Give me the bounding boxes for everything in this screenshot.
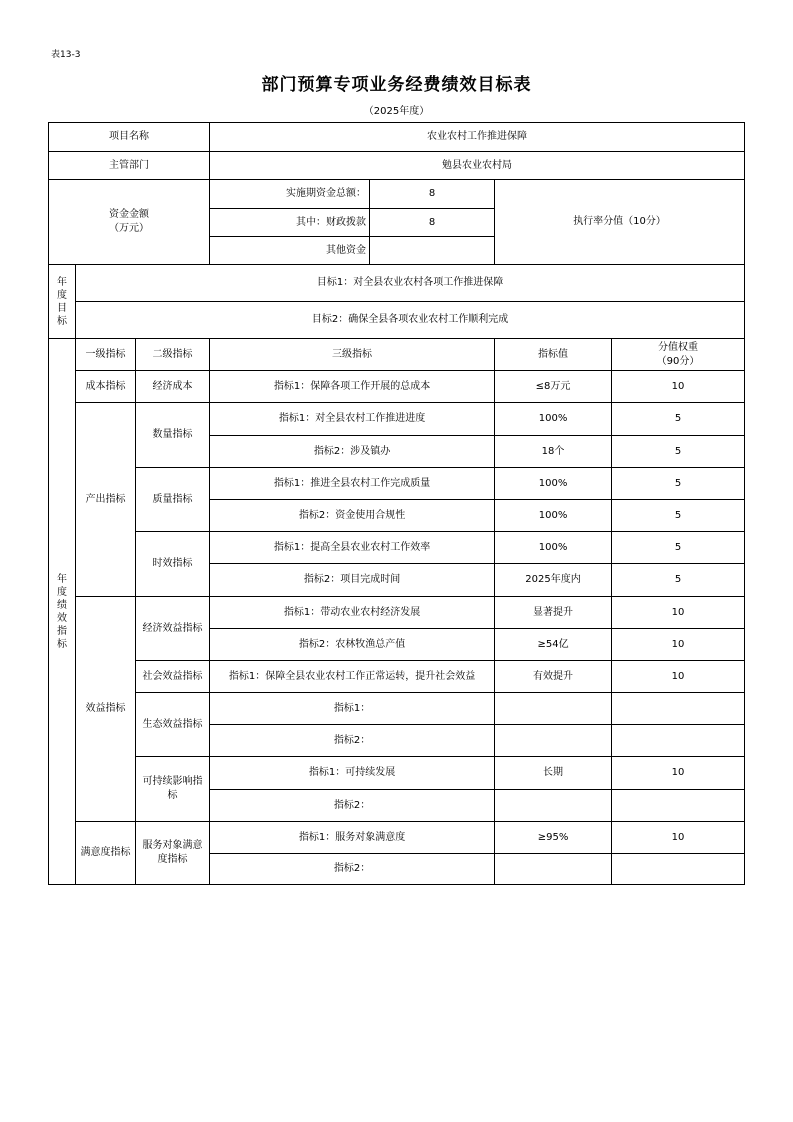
department-label: 主管部门 bbox=[49, 152, 210, 180]
indicator-value: ≥54亿 bbox=[495, 629, 612, 661]
indicator-name: 指标2： bbox=[210, 725, 495, 757]
indicator-score: 5 bbox=[612, 436, 745, 468]
level2-sustainable-impact: 可持续影响指标 bbox=[136, 757, 210, 822]
table-row bbox=[49, 757, 745, 790]
indicator-value: 长期 bbox=[495, 757, 612, 790]
header-level1: 一级指标 bbox=[76, 339, 136, 371]
table-row bbox=[49, 693, 745, 725]
indicator-value: ≥95% bbox=[495, 822, 612, 854]
indicator-value: 100% bbox=[495, 468, 612, 500]
table-row bbox=[49, 532, 745, 564]
level1-satisfaction: 满意度指标 bbox=[76, 822, 136, 885]
indicators-section-label-text: 年度绩效指标 bbox=[57, 573, 67, 650]
indicator-value: 有效提升 bbox=[495, 661, 612, 693]
indicator-score: 10 bbox=[612, 597, 745, 629]
page-title: 部门预算专项业务经费绩效目标表 bbox=[261, 75, 532, 95]
indicator-name: 指标1：推进全县农村工作完成质量 bbox=[210, 468, 495, 500]
indicator-value: ≤8万元 bbox=[495, 371, 612, 403]
level1-benefit: 效益指标 bbox=[76, 597, 136, 822]
table-row bbox=[49, 597, 745, 629]
level1-output: 产出指标 bbox=[76, 403, 136, 597]
table-row bbox=[49, 403, 745, 436]
level2-ecological-benefit: 生态效益指标 bbox=[136, 693, 210, 757]
indicator-score: 5 bbox=[612, 500, 745, 532]
header-level2: 二级指标 bbox=[136, 339, 210, 371]
indicator-score: 10 bbox=[612, 629, 745, 661]
header-value: 指标值 bbox=[495, 339, 612, 371]
funds-label: 资金金额 bbox=[109, 209, 150, 220]
indicator-score bbox=[612, 854, 745, 885]
indicator-name: 指标1：提高全县农业农村工作效率 bbox=[210, 532, 495, 564]
funds-total-row bbox=[49, 180, 745, 209]
indicator-value bbox=[495, 854, 612, 885]
level2-quality: 质量指标 bbox=[136, 468, 210, 532]
annual-goals-label-text: 年度目标 bbox=[57, 276, 67, 327]
indicator-name: 指标1：对全县农村工作推进进度 bbox=[210, 403, 495, 436]
funds-total-label: 实施期资金总额： bbox=[210, 180, 370, 209]
indicator-score: 5 bbox=[612, 532, 745, 564]
indicator-value: 2025年度内 bbox=[495, 564, 612, 597]
level2-social-benefit: 社会效益指标 bbox=[136, 661, 210, 693]
annual-goal-row bbox=[49, 265, 745, 302]
level2-economic-cost: 经济成本 bbox=[136, 371, 210, 403]
indicator-name: 指标2： bbox=[210, 854, 495, 885]
indicator-name: 指标1：保障全县农业农村工作正常运转，提升社会效益 bbox=[210, 661, 495, 693]
indicator-score: 10 bbox=[612, 757, 745, 790]
level2-service-satisfaction: 服务对象满意度指标 bbox=[136, 822, 210, 885]
indicator-score bbox=[612, 693, 745, 725]
funds-score-label: 执行率分值（10分） bbox=[495, 180, 745, 265]
indicator-header-row bbox=[49, 339, 745, 371]
level1-cost: 成本指标 bbox=[76, 371, 136, 403]
indicator-name: 指标2：农林牧渔总产值 bbox=[210, 629, 495, 661]
funds-other-label: 其他资金 bbox=[210, 237, 370, 265]
funds-label-cell bbox=[49, 180, 210, 265]
indicator-value bbox=[495, 725, 612, 757]
funds-total-value: 8 bbox=[370, 180, 495, 209]
funds-unit: （万元） bbox=[109, 223, 150, 234]
level2-economic-benefit: 经济效益指标 bbox=[136, 597, 210, 661]
indicator-name: 指标1：保障各项工作开展的总成本 bbox=[210, 371, 495, 403]
performance-target-table bbox=[48, 122, 745, 885]
annual-goals-label bbox=[49, 265, 76, 339]
form-number: 表13-3 bbox=[51, 50, 81, 60]
indicator-name: 指标1：可持续发展 bbox=[210, 757, 495, 790]
annual-goal-row bbox=[49, 302, 745, 339]
indicator-name: 指标1：带动农业农村经济发展 bbox=[210, 597, 495, 629]
table-row bbox=[49, 822, 745, 854]
indicator-score: 5 bbox=[612, 564, 745, 597]
department-value: 勉县农业农村局 bbox=[210, 152, 745, 180]
header-weight bbox=[612, 339, 745, 371]
indicator-name: 指标1： bbox=[210, 693, 495, 725]
indicator-score: 5 bbox=[612, 403, 745, 436]
funds-fiscal-label: 其中：财政拨款 bbox=[210, 209, 370, 237]
indicator-value: 100% bbox=[495, 403, 612, 436]
indicator-score bbox=[612, 790, 745, 822]
indicators-section-label bbox=[49, 339, 76, 885]
level2-timeliness: 时效指标 bbox=[136, 532, 210, 597]
annual-goal-1: 目标1：对全县农业农村各项工作推进保障 bbox=[76, 265, 745, 302]
indicator-value bbox=[495, 693, 612, 725]
header-level3: 三级指标 bbox=[210, 339, 495, 371]
indicator-name: 指标2： bbox=[210, 790, 495, 822]
table-row bbox=[49, 661, 745, 693]
header-weight-unit: （90分） bbox=[656, 355, 700, 367]
level2-quantity: 数量指标 bbox=[136, 403, 210, 468]
header-weight-label: 分值权重 bbox=[658, 341, 699, 353]
table-row bbox=[49, 371, 745, 403]
indicator-score: 10 bbox=[612, 661, 745, 693]
indicator-score: 5 bbox=[612, 468, 745, 500]
project-name-label: 项目名称 bbox=[49, 123, 210, 152]
indicator-value: 100% bbox=[495, 500, 612, 532]
indicator-value: 100% bbox=[495, 532, 612, 564]
indicator-value: 18个 bbox=[495, 436, 612, 468]
table-row bbox=[49, 468, 745, 500]
project-name-value: 农业农村工作推进保障 bbox=[210, 123, 745, 152]
indicator-value bbox=[495, 790, 612, 822]
indicator-name: 指标2：涉及镇办 bbox=[210, 436, 495, 468]
department-row bbox=[49, 152, 745, 180]
indicator-score: 10 bbox=[612, 371, 745, 403]
year-subtitle: （2025年度） bbox=[363, 106, 430, 117]
indicator-name: 指标2：项目完成时间 bbox=[210, 564, 495, 597]
indicator-name: 指标1：服务对象满意度 bbox=[210, 822, 495, 854]
project-name-row bbox=[49, 123, 745, 152]
indicator-value: 显著提升 bbox=[495, 597, 612, 629]
indicator-score: 10 bbox=[612, 822, 745, 854]
funds-other-value bbox=[370, 237, 495, 265]
indicator-score bbox=[612, 725, 745, 757]
annual-goal-2: 目标2：确保全县各项农业农村工作顺利完成 bbox=[76, 302, 745, 339]
funds-fiscal-value: 8 bbox=[370, 209, 495, 237]
indicator-name: 指标2：资金使用合规性 bbox=[210, 500, 495, 532]
